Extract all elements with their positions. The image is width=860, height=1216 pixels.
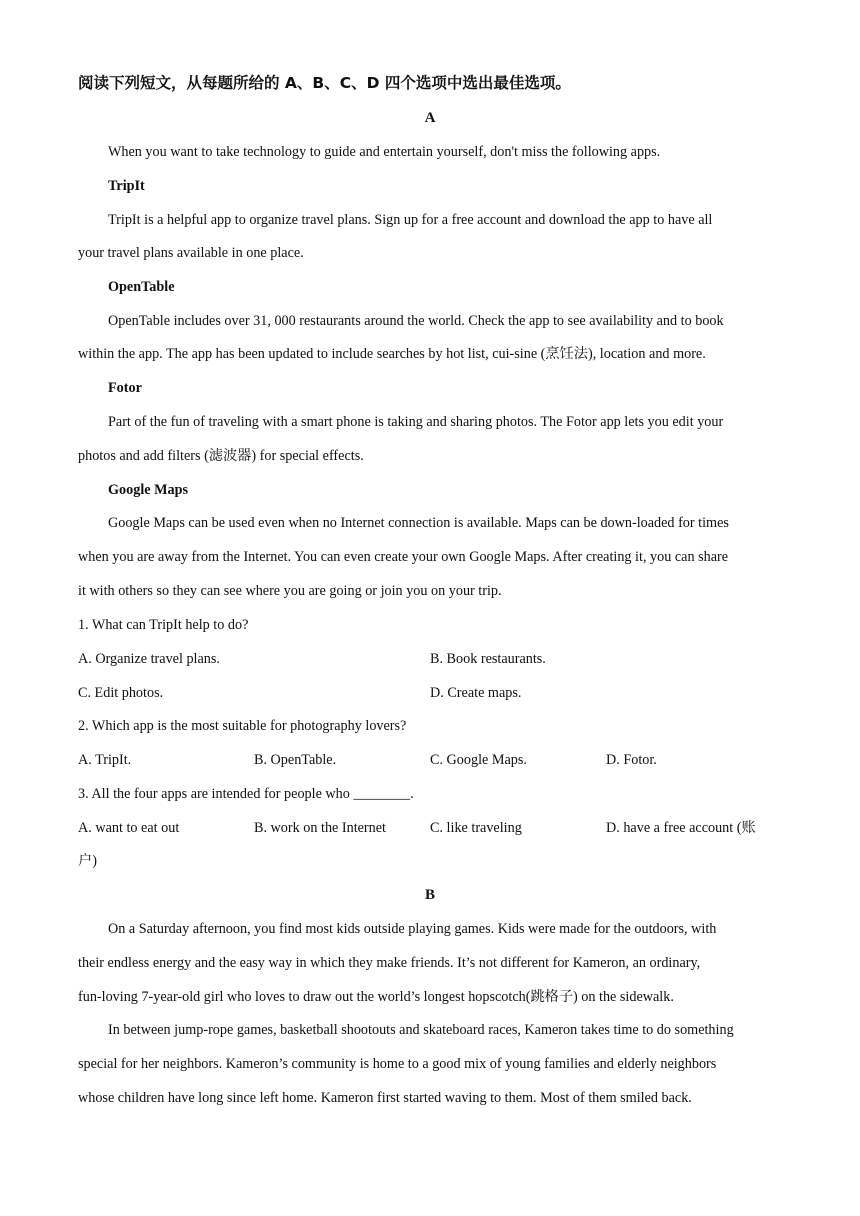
option-d: D. Fotor. bbox=[606, 752, 657, 768]
paragraph-line: TripIt is a helpful app to organize travel plans. Sign up for a free account and download the app to have all bbox=[108, 212, 713, 228]
option-a: A. Organize travel plans. bbox=[78, 651, 220, 667]
question-stem: 2. Which app is the most suitable for photography lovers? bbox=[78, 718, 407, 734]
option-b: B. work on the Internet bbox=[254, 820, 386, 836]
option-a: A. want to eat out bbox=[78, 820, 180, 836]
question-stem: 3. All the four apps are intended for people who ________. bbox=[78, 786, 414, 802]
paragraph-line: special for her neighbors. Kameron’s community is home to a good mix of young families and elderly neighbors bbox=[78, 1056, 717, 1072]
section-a-intro: When you want to take technology to guide and entertain yourself, don't miss the following apps. bbox=[108, 144, 661, 160]
paragraph-line: On a Saturday afternoon, you find most kids outside playing games. Kids were made for the outdoors, with bbox=[108, 921, 717, 937]
paragraph-line: when you are away from the Internet. You can even create your own Google Maps. After creating it, you can share bbox=[78, 549, 729, 565]
paragraph-line: whose children have long since left home. Kameron first started waving to them. Most of them smiled back. bbox=[78, 1090, 692, 1106]
option-d-continuation: 户) bbox=[78, 853, 97, 869]
paragraph-line: within the app. The app has been updated to include searches by hot list, cui-sine (烹饪法), location and more. bbox=[78, 346, 706, 362]
app-name-opentable: OpenTable bbox=[108, 279, 175, 295]
option-a: A. TripIt. bbox=[78, 752, 132, 768]
option-c: C. Google Maps. bbox=[430, 752, 527, 768]
paragraph-line: photos and add filters (滤波器) for special effects. bbox=[78, 448, 364, 464]
option-d: D. have a free account (账 bbox=[606, 820, 756, 836]
question-stem: 1. What can TripIt help to do? bbox=[78, 617, 249, 633]
section-a-heading: A bbox=[424, 110, 436, 126]
app-name-google-maps: Google Maps bbox=[108, 482, 188, 498]
paragraph-line: OpenTable includes over 31, 000 restaurants around the world. Check the app to see availability and to book bbox=[108, 313, 724, 329]
option-c: C. like traveling bbox=[430, 820, 522, 836]
paragraph-line: your travel plans available in one place. bbox=[78, 245, 304, 261]
option-b: B. Book restaurants. bbox=[430, 651, 546, 667]
app-name-tripit: TripIt bbox=[108, 178, 145, 194]
paragraph-line: it with others so they can see where you are going or join you on your trip. bbox=[78, 583, 502, 599]
paragraph-line: Part of the fun of traveling with a smart phone is taking and sharing photos. The Fotor app lets you edit your bbox=[108, 414, 724, 430]
option-b: B. OpenTable. bbox=[254, 752, 337, 768]
option-c: C. Edit photos. bbox=[78, 685, 164, 701]
paragraph-line: their endless energy and the easy way in which they make friends. It’s not different for Kameron, an ordinary, bbox=[78, 955, 701, 971]
paragraph-line: Google Maps can be used even when no Internet connection is available. Maps can be down-loaded for times bbox=[108, 515, 729, 531]
app-name-fotor: Fotor bbox=[108, 380, 142, 396]
option-d: D. Create maps. bbox=[430, 685, 522, 701]
section-b-heading: B bbox=[424, 887, 435, 903]
paragraph-line: fun-loving 7-year-old girl who loves to draw out the world’s longest hopscotch(跳格子) on the sidewalk. bbox=[78, 989, 674, 1005]
instruction: 阅读下列短文，从每题所给的 A、B、C、D 四个选项中选出最佳选项。 bbox=[78, 74, 571, 92]
paragraph-line: In between jump-rope games, basketball shootouts and skateboard races, Kameron takes time to do something bbox=[108, 1022, 734, 1038]
